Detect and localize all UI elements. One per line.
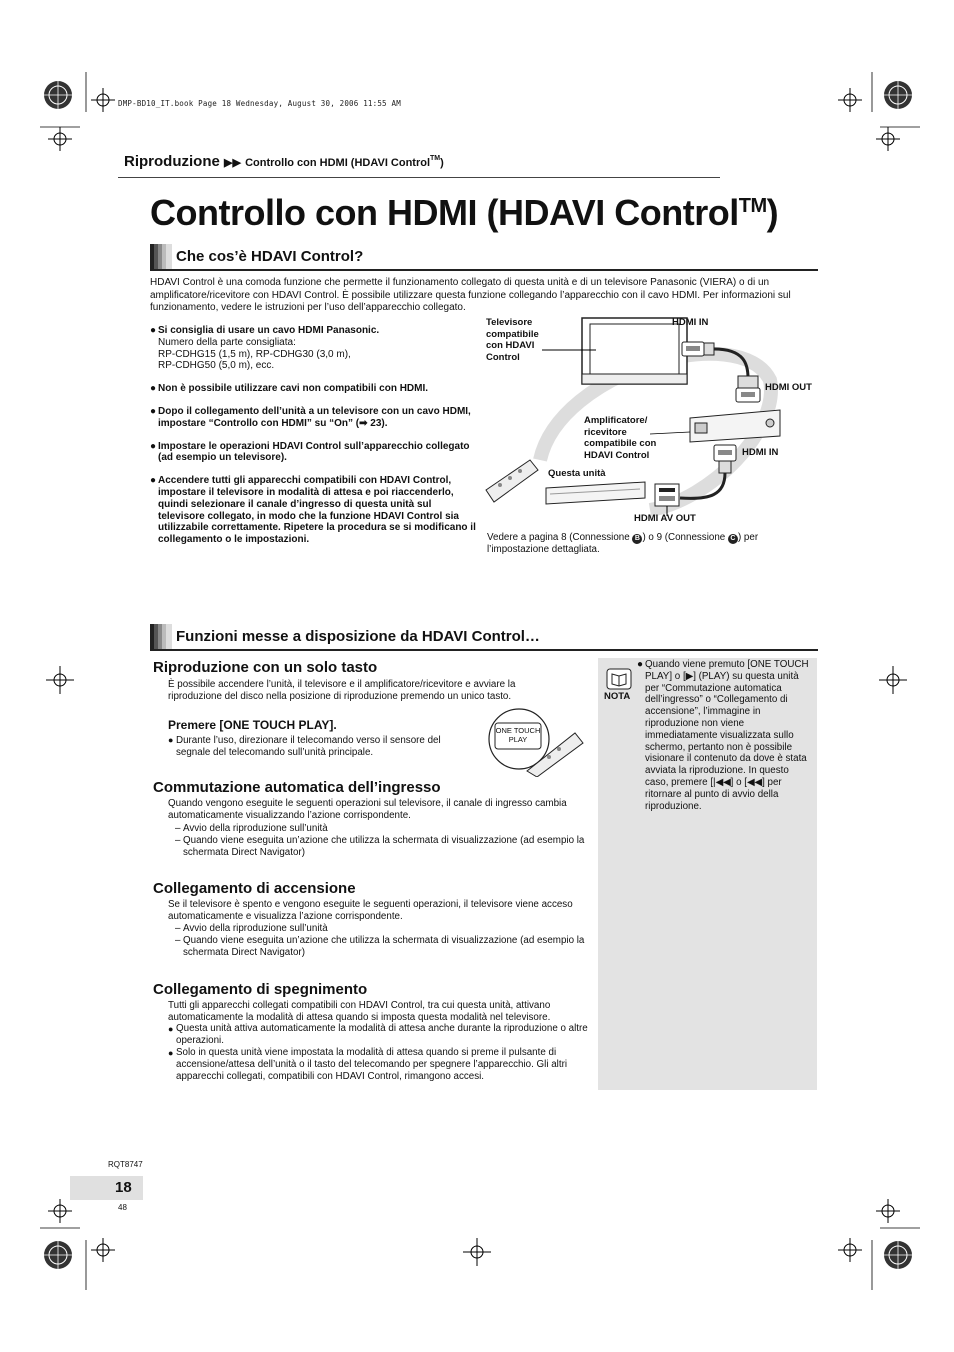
amplifier-label: Amplificatore/ ricevitore compatibile con HDAVI Control: [584, 415, 657, 461]
bullet-item: [150, 475, 480, 546]
section-heading-text: Funzioni messe a disposizione da HDAVI Control…: [176, 628, 540, 645]
bullet-list: [150, 325, 480, 557]
nota-text-block: [637, 659, 813, 812]
bullet-dot: ●: [150, 405, 157, 417]
list-item-text: Avvio della riproduzione sull’unità: [183, 823, 328, 834]
bullet-dot: ●: [168, 1024, 174, 1034]
page-number: 18: [115, 1179, 132, 1196]
header-rule: [118, 177, 720, 178]
note-text-mid: ) o 9 (Connessione: [642, 532, 728, 543]
connection-c-badge: C: [728, 534, 738, 544]
note-text-pre: Vedere a pagina 8 (Connessione: [487, 532, 633, 543]
list-item: [175, 923, 585, 935]
bullet-dot: ●: [168, 735, 174, 745]
amplifier-illustration: [690, 410, 780, 442]
power-off-heading: Collegamento di spegnimento: [153, 981, 368, 998]
remote-illustration: [486, 460, 538, 502]
title-end: ): [766, 192, 779, 233]
one-touch-bullet: [168, 735, 468, 759]
connection-b-badge: B: [632, 534, 642, 544]
power-off-bullets: [168, 1023, 593, 1083]
bullet-item: [150, 441, 480, 465]
bullet-dot: ●: [150, 440, 157, 452]
list-item: [175, 835, 585, 859]
hdmi-in-amp-label: HDMI IN: [742, 447, 779, 458]
bullet-dot: ●: [168, 1048, 174, 1058]
registration-mark-top-right: [810, 62, 930, 162]
section-heading-what-is: [150, 244, 818, 270]
bullet-dot: ●: [150, 475, 157, 487]
player-illustration: [546, 482, 645, 504]
one-touch-bullet-text: Durante l’uso, direzionare il telecomando verso il sensore del segnale del telecomando sull’unità principale.: [176, 735, 441, 758]
dash-marker: –: [175, 835, 181, 846]
dash-marker: –: [175, 923, 181, 934]
diagram-note: [487, 532, 807, 556]
nota-text: Quando viene premuto [ONE TOUCH PLAY] o [▶] (PLAY) su questa unità per “Commutazione automatica dell’ingresso” o “Collegamento di accensione”, l’immagine in riproduzione non viene immediatamente visualizzata sullo schermo, pertanto non è possibile visionare il contenuto da dove è stata avviata la riproduzione. In questo caso, premere [|◀◀] o [◀◀] per ritornare al punto di avvio della riproduzione.: [645, 659, 809, 812]
sub-page-number: 48: [118, 1203, 127, 1212]
one-touch-play-button: ONE TOUCH PLAY: [495, 726, 541, 744]
list-item: [175, 823, 585, 835]
bullet-text: Solo in questa unità viene impostata la modalità di attesa quando si preme il pulsante di accensione/attesa dell’unità o il tasto del telecomando per spegnere l’apparecchio. Gli altri apparecchi collegati, compatibili con HDAVI Control, rimangono accesi.: [176, 1047, 568, 1082]
registration-mark-bottom-center: [457, 1232, 497, 1272]
list-item-text: Quando viene eseguita un’azione che utilizza la schermata di visualizzazione (ad esempio la schermata Direct Navigator): [183, 935, 585, 958]
heading-rule: [150, 269, 818, 271]
breadcrumb-arrows: ▶▶: [224, 157, 241, 169]
heading-rule: [150, 649, 818, 651]
hdmi-in-tv-label: HDMI IN: [672, 317, 709, 328]
bullet-text: Questa unità attiva automaticamente la modalità di attesa anche durante la riproduzione o altre operazioni.: [176, 1023, 588, 1046]
dash-marker: –: [175, 935, 181, 946]
note-text-post: ) per l’impostazione dettagliata.: [487, 532, 759, 555]
breadcrumb: [124, 153, 444, 170]
bullet-item: [150, 406, 480, 430]
list-item-text: Avvio della riproduzione sull’unità: [183, 923, 328, 934]
section-heading-functions: [150, 624, 818, 650]
bullet-item: [168, 1047, 593, 1083]
bullet-text: Dopo il collegamento dell’unità a un televisore con un cavo HDMI, impostare “Controllo con HDMI” su “On” (➡ 23).: [158, 405, 471, 429]
registration-mark-bottom-right: [810, 1190, 930, 1300]
list-item: [175, 935, 585, 959]
power-off-text: Tutti gli apparecchi collegati compatibili con HDAVI Control, tra cui questa unità, attivano automaticamente la modalità di attesa quando si imposta questa modalità nel televisore.: [168, 1000, 551, 1023]
title-tm: TM: [738, 195, 767, 217]
heading-bars: [150, 244, 172, 270]
auto-input-text: Quando vengono eseguite le seguenti operazioni sul televisore, il canale di ingresso cambia automaticamente visualizzando l’azione corrispondente.: [168, 798, 567, 821]
title-text: Controllo con HDMI (HDAVI Control: [150, 192, 739, 233]
bullet-item: [150, 383, 480, 395]
list-item-text: Quando viene eseguita un’azione che utilizza la schermata di visualizzazione (ad esempio la schermata Direct Navigator): [183, 835, 585, 858]
intro-paragraph: HDAVI Control è una comoda funzione che permette il funzionamento collegato di questa unità e di un televisore Panasonic (VIERA) o di un amplificatore/ricevitore con HDAVI Control. È possibile utilizzare questa funzione collegando l’apparecchio con il cavo HDMI. Per informazioni sul funzionamento, vedere le istruzioni per l’uso dell’apparecchio collegato.: [150, 277, 791, 313]
one-touch-heading: Riproduzione con un solo tasto: [153, 659, 378, 676]
bullet-detail: Numero della parte consigliata: RP-CDHG15 (1,5 m), RP-CDHG30 (3,0 m), RP-CDHG50 (5,0 m), ecc.: [158, 336, 351, 372]
breadcrumb-end: ): [440, 157, 444, 169]
page-number-box: [70, 1176, 143, 1200]
registration-mark-bottom-left: [30, 1190, 170, 1300]
hdmi-out-label: HDMI OUT: [765, 382, 812, 393]
registration-mark-mid-left: [40, 660, 80, 700]
breadcrumb-main: Riproduzione: [124, 153, 220, 170]
heading-bars: [150, 624, 172, 650]
bullet-dot: ●: [637, 659, 644, 670]
bullet-text: Accendere tutti gli apparecchi compatibili con HDAVI Control, impostare il televisore in modalità di attesa e poi riaccenderlo, quindi selezionare il canale d’ingresso di questa unità sul televisore collegato, in modo che la funzione HDAVI Control sia utilizzabile correttamente. Ripetere la procedura se si modificano il collegamento o le impostazioni.: [158, 475, 476, 546]
power-on-heading: Collegamento di accensione: [153, 880, 356, 897]
auto-input-list: [175, 823, 585, 859]
auto-input-heading: Commutazione automatica dell’ingresso: [153, 779, 441, 796]
section-heading-text: Che cos’è HDAVI Control?: [176, 248, 364, 265]
one-touch-text: È possibile accendere l’unità, il televisore e il amplificatore/ricevitore e avviare la riproduzione del disco nella posizione di riproduzione premendo un unico tasto.: [168, 679, 516, 702]
bullet-dot: ●: [150, 325, 157, 336]
bullet-item: [150, 325, 480, 372]
bullet-item: [168, 1023, 593, 1047]
tv-label: Televisore compatibile con HDAVI Control: [486, 317, 539, 363]
power-on-list: [175, 923, 585, 959]
dash-marker: –: [175, 823, 181, 834]
registration-mark-mid-right: [873, 660, 913, 700]
file-info-line: DMP-BD10_IT.book Page 18 Wednesday, August 30, 2006 11:55 AM: [118, 99, 401, 108]
bullet-dot: ●: [150, 383, 157, 395]
hdmi-av-out-label: HDMI AV OUT: [634, 513, 696, 524]
document-code: RQT8747: [108, 1160, 143, 1169]
nota-label: NOTA: [604, 691, 631, 702]
bullet-text: Non è possibile utilizzare cavi non compatibili con HDMI.: [158, 383, 429, 395]
power-on-text: Se il televisore è spento e vengono eseguite le seguenti operazioni, il televisore viene acceso automaticamente e visualizza l’azione corrispondente.: [168, 899, 573, 922]
bullet-text: Impostare le operazioni HDAVI Control sull’apparecchio collegato (ad esempio un televisore).: [158, 440, 470, 464]
breadcrumb-sub: Controllo con HDMI (HDAVI Control: [245, 157, 431, 169]
press-instruction: Premere [ONE TOUCH PLAY].: [168, 718, 337, 732]
registration-mark-top-left: [30, 62, 170, 162]
breadcrumb-tm: TM: [430, 155, 441, 162]
unit-label: Questa unità: [548, 468, 606, 479]
nota-icon: [606, 668, 632, 690]
page-title: [150, 192, 778, 234]
bullet-text: Si consiglia di usare un cavo HDMI Panasonic.: [158, 325, 380, 336]
